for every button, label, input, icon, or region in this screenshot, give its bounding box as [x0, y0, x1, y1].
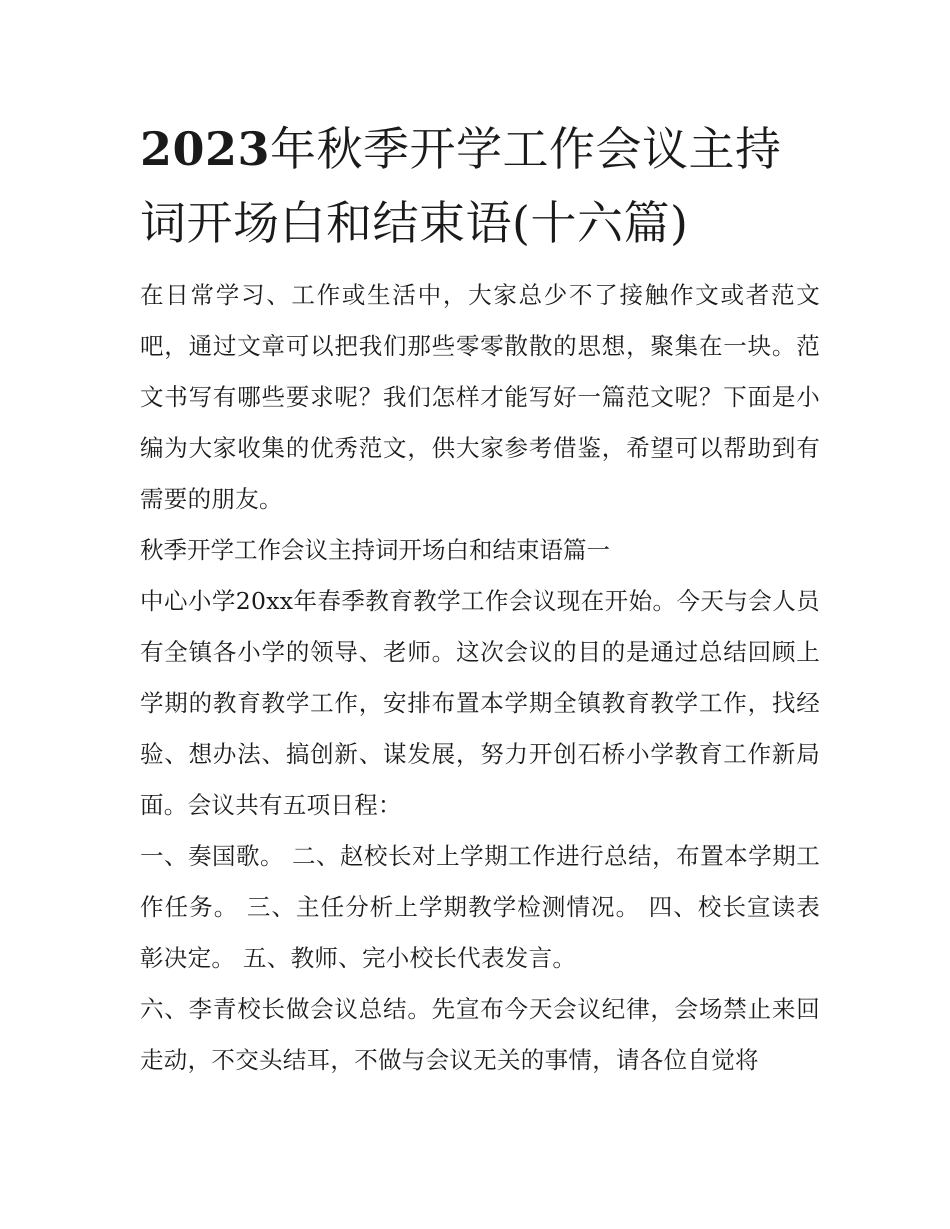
body-paragraph-2: 一、奏国歌。 二、赵校长对上学期工作进行总结，布置本学期工作任务。 三、主任分析上学期教学检测情况。 四、校长宣读表彰决定。 五、教师、完小校长代表发言。	[140, 842, 820, 972]
body-paragraph-3: 六、李青校长做会议总结。先宣布今天会议纪律，会场禁止来回走动，不交头结耳，不做与会议无关的事情，请各位自觉将	[140, 995, 820, 1074]
title-text: 年秋季开学工作会议主持词开场白和结束语(十六篇)	[140, 122, 782, 250]
document-body	[140, 270, 820, 1086]
body-paragraph-1: 中心小学20xx年春季教育教学工作会议现在开始。今天与会人员有全镇各小学的领导、老师。这次会议的目的是通过总结回顾上学期的教育教学工作，安排布置本学期全镇教育教学工作，找经验、想办法、搞创新、谋发展，努力开创石桥小学教育工作新局面。会议共有五项日程：	[140, 587, 820, 819]
section-heading: 秋季开学工作会议主持词开场白和结束语篇一	[140, 536, 610, 564]
document-title	[140, 112, 820, 260]
title-year: 2023	[140, 122, 271, 176]
intro-paragraph: 在日常学习、工作或生活中，大家总少不了接触作文或者范文吧，通过文章可以把我们那些零零散散的思想，聚集在一块。范文书写有哪些要求呢？我们怎样才能写好一篇范文呢？下面是小编为大家收集的优秀范文，供大家参考借鉴，希望可以帮助到有需要的朋友。	[140, 281, 820, 513]
document-page	[140, 112, 820, 1086]
